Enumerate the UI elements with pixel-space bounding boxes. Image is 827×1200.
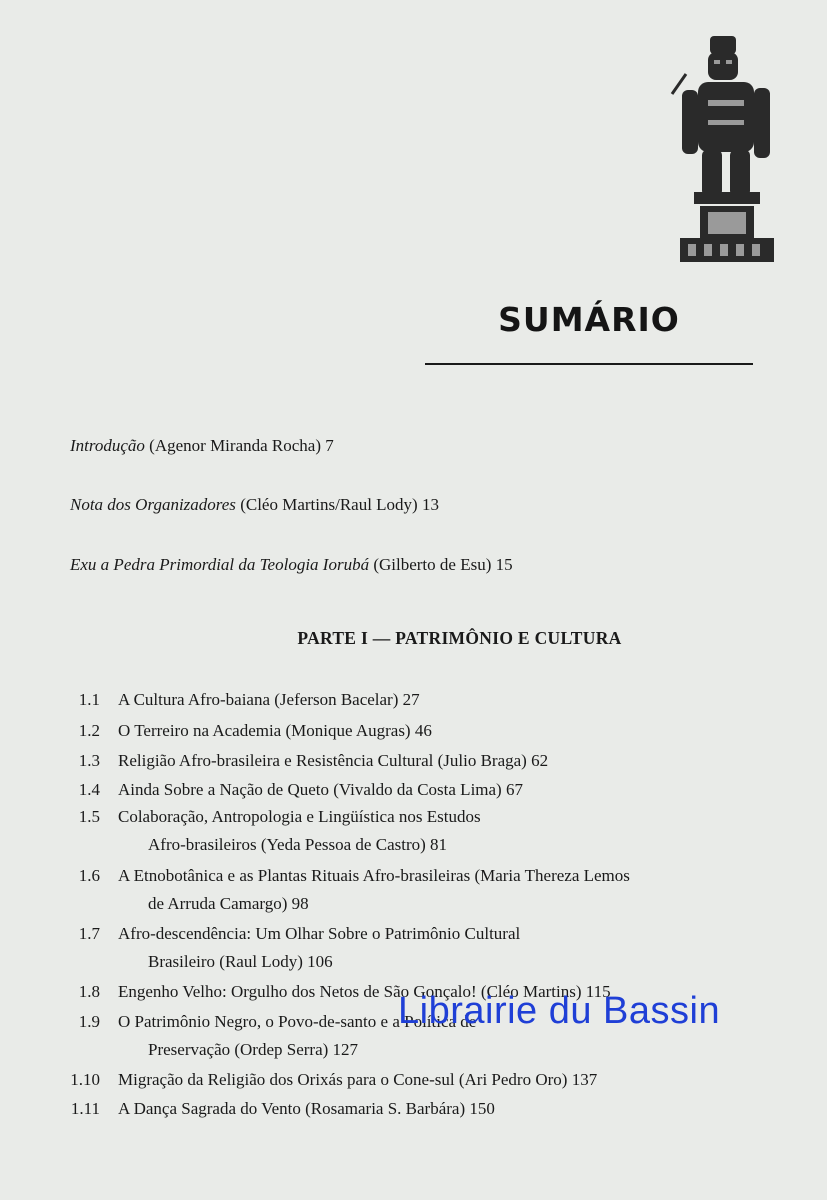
entry-text: Engenho Velho: Orgulho dos Netos de São Gonçalo! (Cléo Martins) 115	[118, 982, 611, 1001]
entry-text: Migração da Religião dos Orixás para o Cone-sul (Ari Pedro Oro) 137	[118, 1070, 598, 1089]
entry-number: 1.7	[78, 924, 100, 943]
part-heading: PARTE I — PATRIMÔNIO E CULTURA	[297, 628, 622, 648]
entry-text-continued: Preservação (Ordep Serra) 127	[148, 1040, 359, 1059]
entry-number: 1.9	[78, 1012, 100, 1031]
seller-watermark: Librairie du Bassin	[398, 990, 721, 1032]
entry-number: 1.6	[78, 866, 100, 885]
entry-number: 1.1	[78, 690, 100, 709]
entry-number: 1.2	[78, 721, 100, 740]
intro-entry-title: Introdução	[70, 436, 145, 455]
intro-entry-title: Exu a Pedra Primordial da Teologia Iorubá	[70, 555, 370, 574]
entry-text-continued: de Arruda Camargo) 98	[148, 894, 309, 913]
entry-number: 1.11	[70, 1099, 100, 1118]
intro-entry-title: Nota dos Organizadores	[70, 495, 236, 514]
entry-number: 1.3	[78, 751, 100, 770]
entry-text: A Dança Sagrada do Vento (Rosamaria S. Barbára) 150	[118, 1099, 495, 1118]
intro-entry-3	[70, 555, 513, 575]
entry-number: 1.4	[78, 780, 100, 799]
entry-text: Religião Afro-brasileira e Resistência Cultural (Julio Braga) 62	[118, 751, 549, 770]
entry-text: Afro-descendência: Um Olhar Sobre o Patrimônio Cultural	[118, 924, 521, 943]
entry-number: 1.10	[70, 1070, 100, 1089]
entry-text-continued: Afro-brasileiros (Yeda Pessoa de Castro) 81	[148, 835, 448, 854]
entry-text: O Patrimônio Negro, o Povo-de-santo e a Política de	[118, 1012, 477, 1031]
entry-number: 1.8	[78, 982, 100, 1001]
entry-text: A Etnobotânica e as Plantas Rituais Afro-brasileiras (Maria Thereza Lemos	[118, 866, 630, 885]
intro-entry-author: (Agenor Miranda Rocha) 7	[144, 436, 334, 455]
title-underline	[425, 363, 753, 365]
entry-text-continued: Brasileiro (Raul Lody) 106	[148, 952, 333, 971]
page-title: SUMÁRIO	[498, 300, 680, 339]
entry-text: A Cultura Afro-baiana (Jeferson Bacelar) 27	[118, 690, 420, 709]
intro-entry-author: (Gilberto de Esu) 15	[369, 555, 513, 574]
carved-statue-icon	[668, 30, 786, 266]
intro-entry-1	[70, 436, 334, 456]
entry-text: Colaboração, Antropologia e Lingüística nos Estudos	[118, 807, 481, 826]
entry-number: 1.5	[78, 807, 100, 826]
intro-entry-2	[70, 495, 439, 515]
entry-text: Ainda Sobre a Nação de Queto (Vivaldo da Costa Lima) 67	[118, 780, 523, 799]
intro-entry-author: (Cléo Martins/Raul Lody) 13	[235, 495, 439, 514]
entry-text: O Terreiro na Academia (Monique Augras) 46	[118, 721, 432, 740]
